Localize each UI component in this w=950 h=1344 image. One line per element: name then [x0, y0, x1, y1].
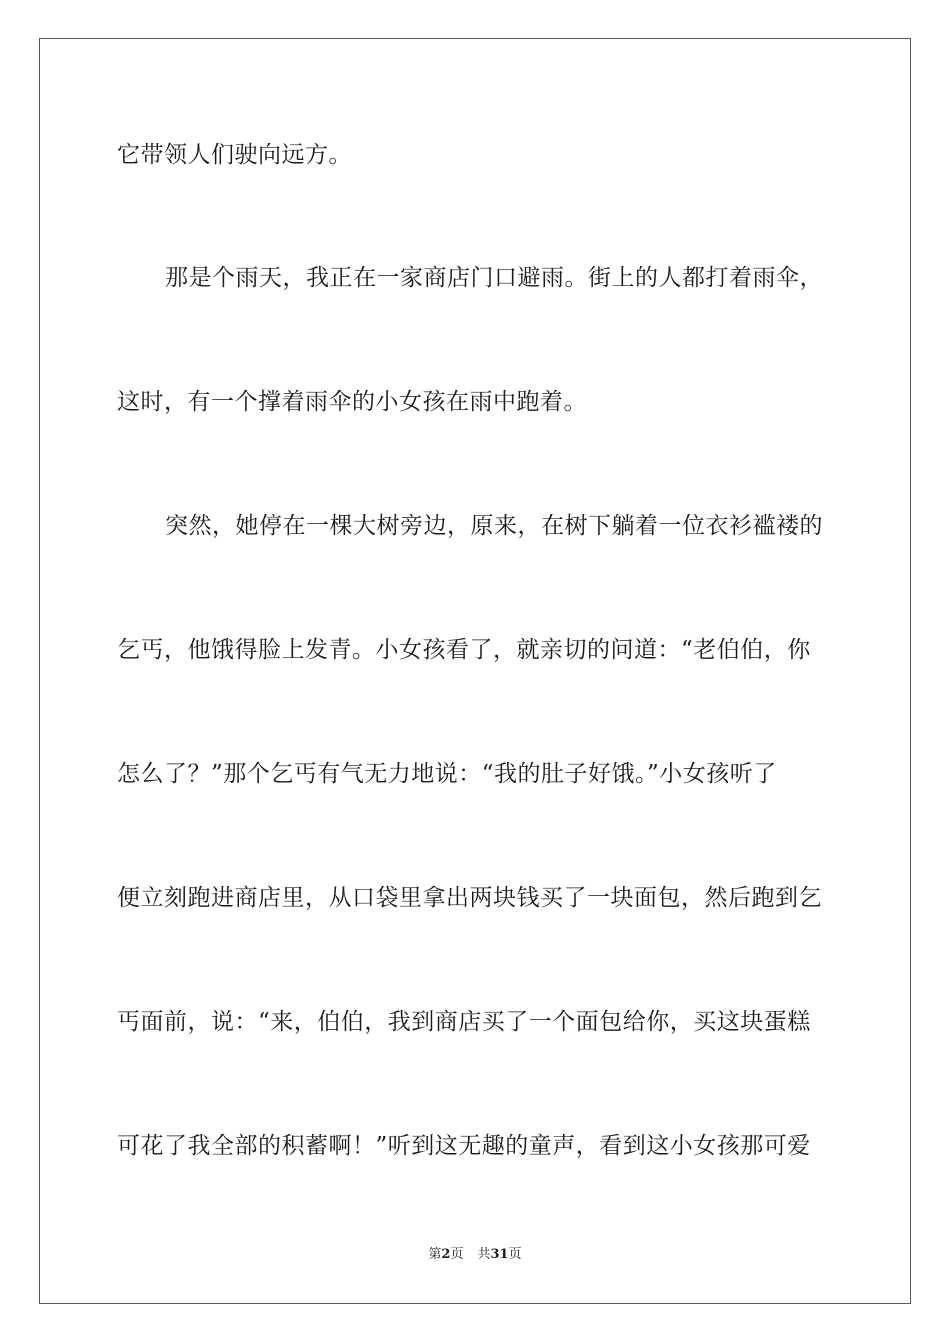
page-number: 2 — [441, 1247, 451, 1262]
total-suffix: 页 — [508, 1247, 522, 1262]
text-line-1: 它带领人们驶向远方。 — [117, 142, 352, 168]
paragraph-2-line-2: 这时，有一个撑着雨伞的小女孩在雨中跑着。 — [117, 389, 587, 415]
paragraph-2-line-1: 那是个雨天，我正在一家商店门口避雨。街上的人都打着雨伞， — [165, 265, 823, 291]
paragraph-3-line-6: 可花了我全部的积蓄啊！”听到这无趣的童声，看到这小女孩那可爱 — [117, 1133, 811, 1159]
total-prefix: 共 — [477, 1247, 491, 1262]
paragraph-3-line-1: 突然，她停在一棵大树旁边，原来，在树下躺着一位衣衫褴褛的 — [165, 513, 823, 539]
total-pages: 31 — [490, 1247, 509, 1262]
page-footer — [0, 1246, 950, 1264]
paragraph-3-line-4: 便立刻跑进商店里，从口袋里拿出两块钱买了一块面包，然后跑到乞 — [117, 885, 822, 911]
paragraph-3-line-3: 怎么了？”那个乞丐有气无力地说：“我的肚子好饿。”小女孩听了 — [117, 761, 777, 787]
page-suffix: 页 — [450, 1247, 464, 1262]
page-border — [39, 38, 911, 1304]
page-prefix: 第 — [428, 1247, 442, 1262]
paragraph-3-line-5: 丐面前，说：“来，伯伯，我到商店买了一个面包给你，买这块蛋糕 — [117, 1009, 811, 1035]
paragraph-3-line-2: 乞丐，他饿得脸上发青。小女孩看了，就亲切的问道：“老伯伯，你 — [117, 637, 811, 663]
